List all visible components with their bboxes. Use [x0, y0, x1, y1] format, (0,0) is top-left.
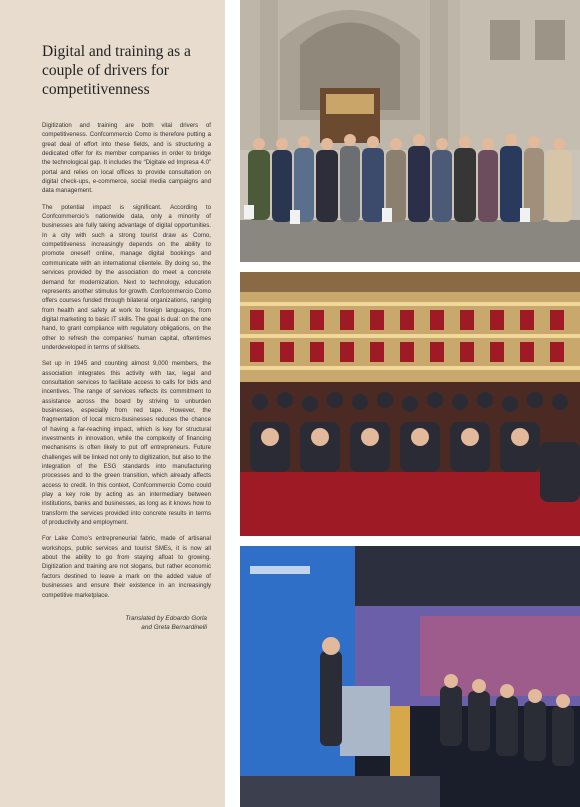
- title-line: Digital and training as a: [42, 43, 191, 60]
- title-line: couple of drivers for: [42, 62, 169, 79]
- credit-line: and Greta Bernardinelli: [141, 623, 207, 631]
- article-paragraph: For Lake Como’s entrepreneurial fabric, made of artisanal workshops, public services and tourist SMEs, it is now all about the ability to go from staying afloat to growing. Digitization and training are not slogans, but rather economic factors destined to leave a mark on the added value of businesses and ensure their existence in an increasingly competitive marketplace.: [42, 535, 211, 599]
- article-paragraph: Digitization and training are both vital drivers of competitiveness. Confcommercio Como is therefore putting a great deal of effort into these fields, and is structuring a dedicated offer for its member companies in order to bridge the technological gap. It includes the “Digitale ed Impresa 4.0” portal and relies on local offices to provide consultation on digital check-ups, e-commerce, social media campaigns and data management.: [42, 122, 211, 195]
- article-paragraph: Set up in 1945 and counting almost 9,000 members, the association integrates this activity with tax, legal and consultation services to facilitate access to calls for bids and incentives. The range of services reflects its commitment to assistance across the board by striving to unburden businesses, especially from red tape. However, the fragmentation of local micro-businesses reduces the chance of having a far-reaching impact, which is key for structural investments in innovation, while the complexity of financing mechanisms is often likely to put off entrepreneurs. Future challenges will be linked not only to digitization, but also to the integration of the ESG standards into manufacturing processes and to the green transition, which already affects access to credit. In this context, Confcommercio Como could play a key role by acting as an intermediary between institutions, banks and businesses, as long as it knows how to transform the services provided into concrete results in terms of productivity and employment.: [42, 360, 211, 527]
- translator-credit: [42, 614, 211, 632]
- theatre-audience-photo: [240, 272, 580, 536]
- article-paragraph: The potential impact is significant. According to Confcommercio’s nationwide data, only a minority of businesses are fully taking advantage of digital opportunities. In a city with such a strong tourist draw as Como, competitiveness increasingly depends on the ability to promote oneself online, manage digital bookings and communicate with an international clientele. By doing so, the services provided by the association do meet a concrete demand for modernization. Next to technology, education represents another stimulus for growth. Confcommercio Como offers courses funded through bilateral organizations, ranging from health and safety at work to foreign languages, from digital marketing to basic IT skills. The goal is dual: on the one hand, to grant compliance with regulatory obligations, on the other to refresh the companies’ human capital, oftentimes underdeveloped in terms of skillsets.: [42, 203, 211, 351]
- group-photo: [240, 0, 580, 262]
- title-line: competitivenness: [42, 81, 150, 98]
- stage-speaker-photo: [240, 546, 580, 807]
- article-column: [0, 0, 225, 807]
- credit-line: Translated by Edoardo Gorla: [125, 614, 207, 622]
- article-title: [42, 42, 211, 99]
